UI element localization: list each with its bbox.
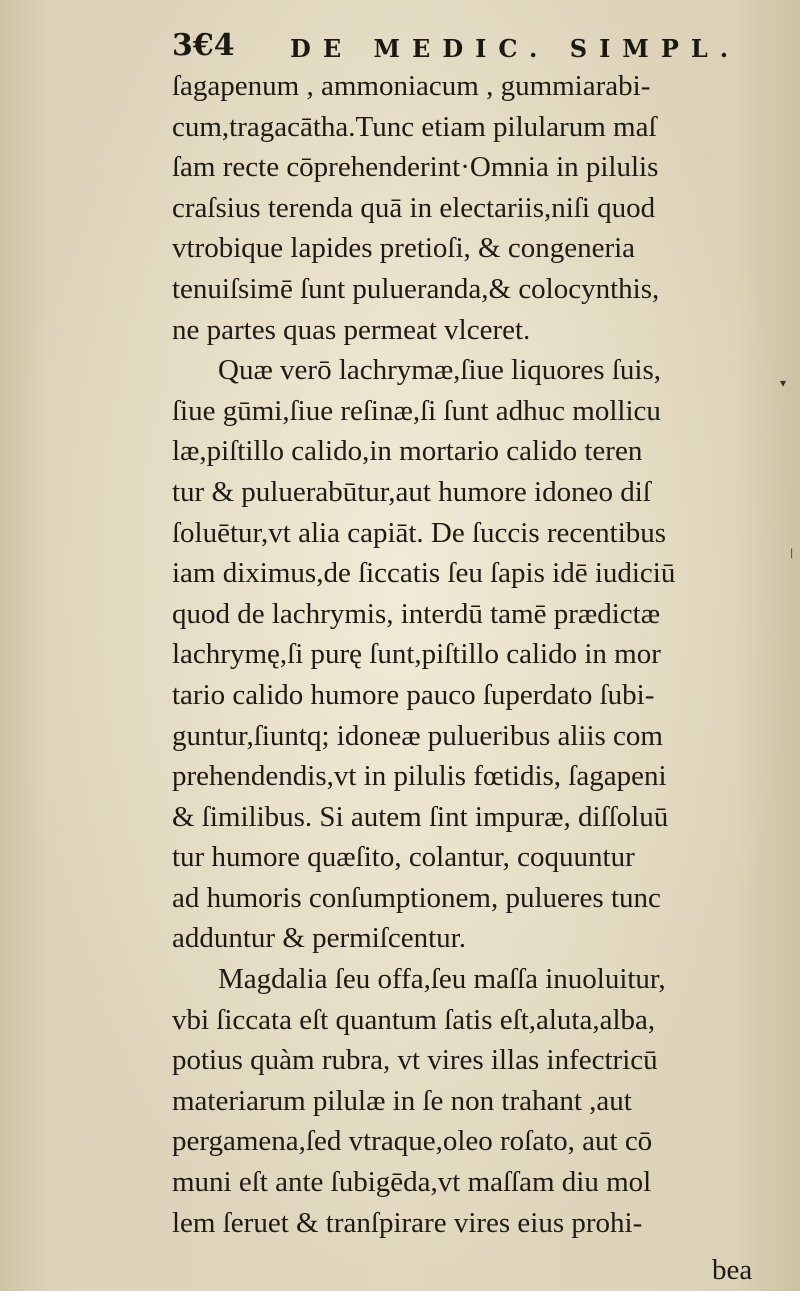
text-line: ſagapenum , ammoniacum , gummiarabi- xyxy=(172,70,651,102)
text-line: muni eſt ante ſubigēda,vt maſſam diu mol xyxy=(172,1166,652,1199)
text-line: ſiue gūmi,ſiue reſinæ,ſi ſunt adhuc mollicu xyxy=(172,394,661,427)
text-line: lachrymę,ſi purę ſunt,piſtillo calido in mor xyxy=(172,638,661,671)
text-line: ſoluētur,vt alia capiāt. De ſuccis recentibus xyxy=(172,516,667,549)
text-line: materiarum pilulæ in ſe non trahant ,aut xyxy=(172,1084,632,1117)
text-line: tenuiſsimē ſunt pulueranda,& colocynthis, xyxy=(172,272,660,305)
text-line: potius quàm rubra, vt vires illas infectricū xyxy=(172,1044,658,1077)
text-line: ſam recte cōprehenderint·Omnia in pilulis xyxy=(172,151,659,184)
text-line: quod de lachrymis, interdū tamē prædictæ xyxy=(172,597,661,630)
text-line: pergamena,ſed vtraque,oleo roſato, aut cō xyxy=(172,1125,653,1158)
text-line: guntur,ſiuntq; idoneæ pulueribus aliis com xyxy=(172,719,663,752)
margin-speck: ▾ xyxy=(780,376,787,390)
text-line: lem ſeruet & tranſpirare vires eius prohi- xyxy=(172,1206,643,1239)
catchword: bea xyxy=(712,1254,753,1286)
text-line: vbi ſiccata eſt quantum ſatis eſt,aluta,alba, xyxy=(172,1003,656,1036)
text-line: læ,piſtillo calido,in mortario calido teren xyxy=(172,435,643,468)
text-line: tur humore quæſito, colantur, coquuntur xyxy=(172,841,635,874)
text-line: ad humoris conſumptionem, pulueres tunc xyxy=(172,881,661,914)
running-title: DE MEDIC. SIMPL. xyxy=(290,34,741,63)
paragraph-start-line: Magdalia ſeu offa,ſeu maſſa inuoluitur, xyxy=(218,963,666,996)
text-line: tario calido humore pauco ſuperdato ſubi- xyxy=(172,678,655,711)
text-line: adduntur & permiſcentur. xyxy=(172,922,466,955)
text-line: cum,tragacātha.Tunc etiam pilularum maſ xyxy=(172,110,657,143)
text-line: vtrobique lapides pretioſi, & congeneria xyxy=(172,232,636,265)
text-line: & ſimilibus. Si autem ſint impuræ, diſſoluū xyxy=(172,800,669,833)
text-line: ne partes quas permeat vlceret. xyxy=(172,313,531,346)
running-header xyxy=(172,28,741,68)
paragraph-start-line: Quæ verō lachrymæ,ſiue liquores ſuis, xyxy=(218,354,661,387)
page-number: 3€4 xyxy=(172,28,235,63)
text-line: prehendendis,vt in pilulis fœtidis, ſagapeni xyxy=(172,760,667,793)
margin-speck: | xyxy=(790,548,794,559)
text-line: tur & puluerabūtur,aut humore idoneo diſ xyxy=(172,475,651,508)
text-line: craſsius terenda quā in electariis,niſi quod xyxy=(172,191,656,224)
body-text xyxy=(172,66,772,1243)
text-line: iam diximus,de ſiccatis ſeu ſapis idē iudiciū xyxy=(172,557,676,590)
